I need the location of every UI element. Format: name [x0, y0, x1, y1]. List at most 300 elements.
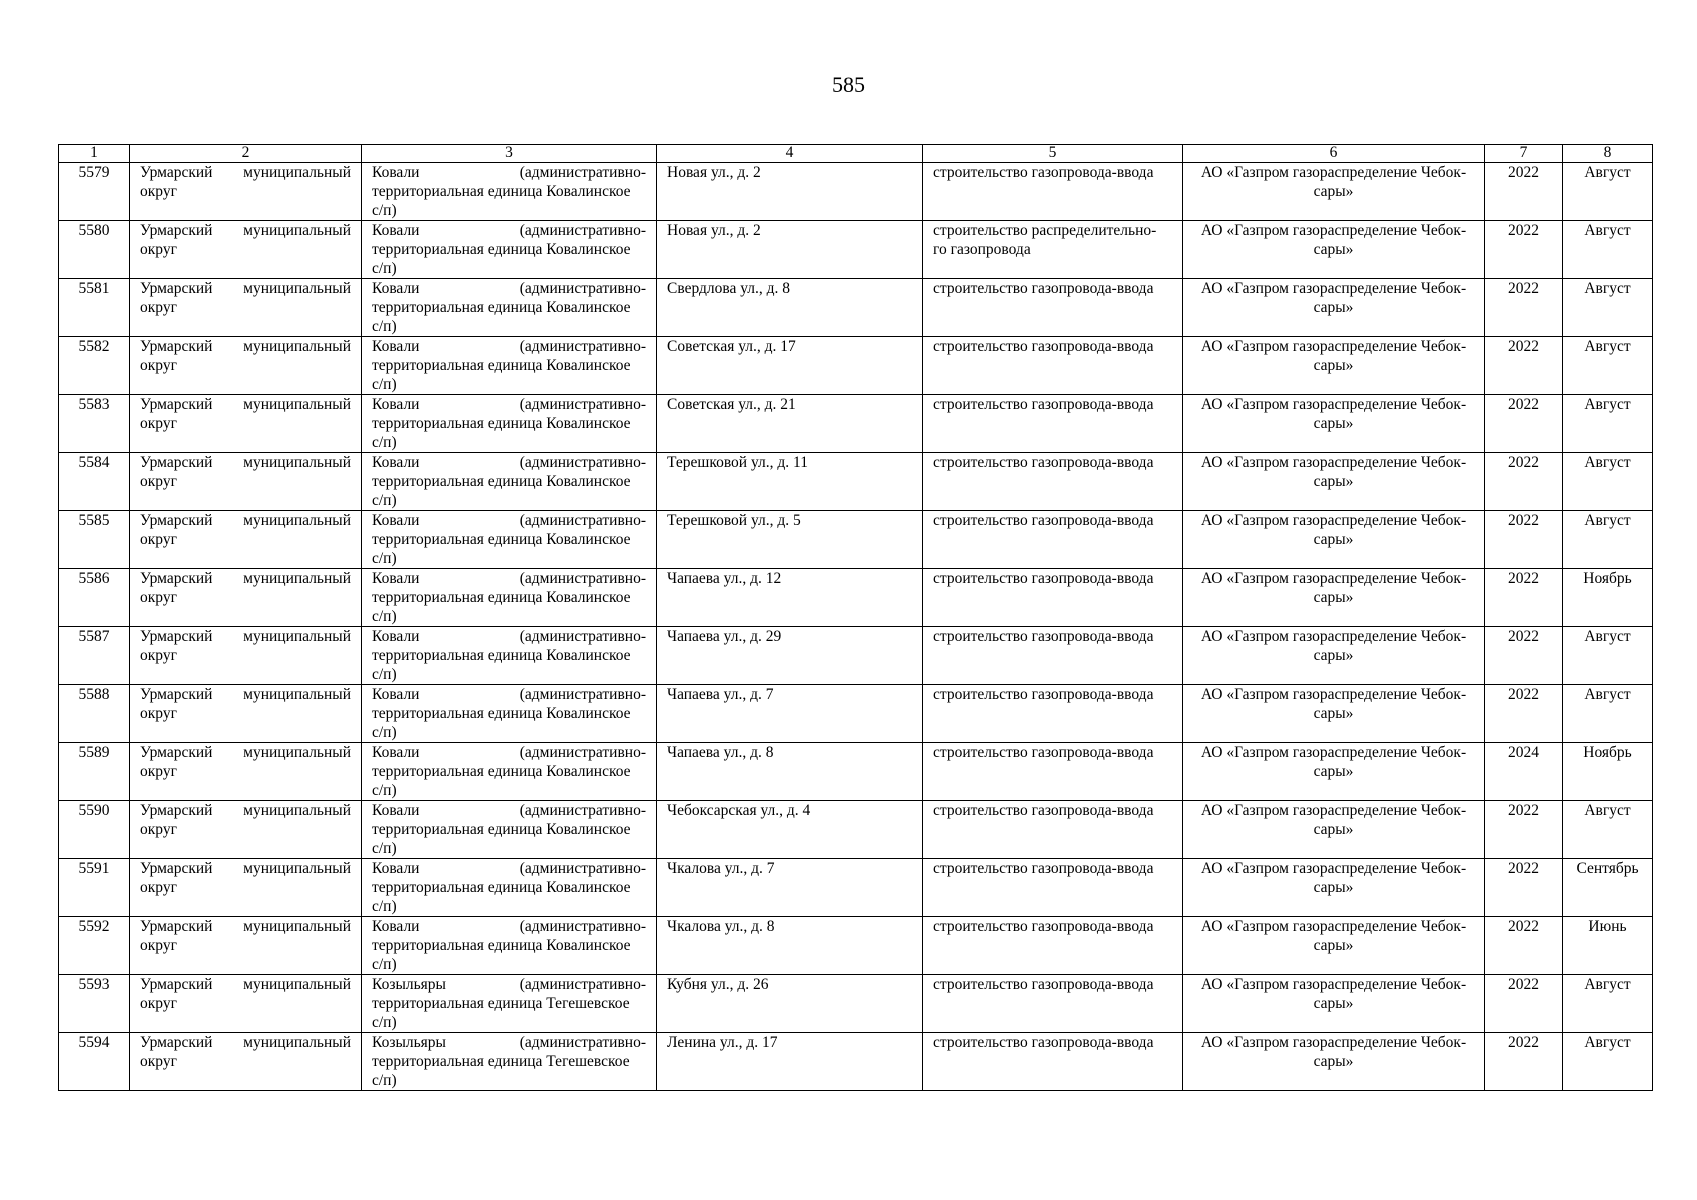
settlement-line [372, 859, 646, 878]
year-cell [1485, 627, 1563, 685]
address-cell [657, 1033, 923, 1091]
table-row [59, 337, 1653, 395]
month-cell [1563, 337, 1653, 395]
month-cell [1563, 685, 1653, 743]
year: 2022 [1508, 860, 1539, 877]
district-word: округ [140, 357, 177, 374]
table-row [59, 163, 1653, 221]
settlement-suffix: с/п) [372, 434, 397, 451]
address-cell [657, 453, 923, 511]
settlement-unit: территориальная единица Ковалинское [372, 531, 631, 548]
settlement-name: Ковали [372, 338, 420, 355]
settlement-type: (административно- [519, 280, 646, 297]
district-line [140, 279, 351, 298]
address-cell [657, 917, 923, 975]
year: 2022 [1508, 454, 1539, 471]
settlement-name: Ковали [372, 396, 420, 413]
year-cell [1485, 685, 1563, 743]
year: 2022 [1508, 570, 1539, 587]
settlement-cell [362, 917, 657, 975]
address-cell [657, 163, 923, 221]
work-type-cell [923, 917, 1183, 975]
settlement-type: (административно- [519, 570, 646, 587]
month-cell [1563, 627, 1653, 685]
row-number-cell [59, 859, 130, 917]
settlement-name: Ковали [372, 454, 420, 471]
district-word: Урмарский [140, 744, 213, 761]
year: 2022 [1508, 976, 1539, 993]
settlement-suffix: с/п) [372, 666, 397, 683]
district-word: Урмарский [140, 396, 213, 413]
work-type-line: строительство газопровода-ввода [933, 976, 1154, 993]
page-number: 585 [832, 72, 865, 97]
work-type-line: строительство газопровода-ввода [933, 628, 1154, 645]
work-type-cell [923, 453, 1183, 511]
settlement-line [372, 279, 646, 298]
row-number: 5580 [78, 222, 110, 239]
month: Ноябрь [1583, 570, 1632, 587]
settlement-type: (административно- [519, 222, 646, 239]
row-number: 5593 [78, 976, 110, 993]
district-line [140, 221, 351, 240]
district-cell [130, 975, 362, 1033]
district-word: муниципальный [243, 222, 351, 239]
row-number-cell [59, 627, 130, 685]
district-word: муниципальный [243, 1034, 351, 1051]
row-number-cell [59, 453, 130, 511]
settlement-suffix: с/п) [372, 260, 397, 277]
district-word: округ [140, 473, 177, 490]
organization-cell [1183, 743, 1485, 801]
district-cell [130, 279, 362, 337]
organization-line: сары» [1313, 183, 1354, 200]
month: Июнь [1588, 918, 1627, 935]
address: Чебоксарская ул., д. 4 [667, 802, 811, 819]
address: Терешковой ул., д. 5 [667, 512, 801, 529]
column-header: 2 [130, 145, 362, 163]
work-type-line: строительство газопровода-ввода [933, 744, 1154, 761]
month-cell [1563, 163, 1653, 221]
address-cell [657, 569, 923, 627]
month: Август [1584, 164, 1631, 181]
district-word: Урмарский [140, 976, 213, 993]
address: Советская ул., д. 17 [667, 338, 796, 355]
address-cell [657, 337, 923, 395]
settlement-unit: территориальная единица Ковалинское [372, 589, 631, 606]
organization-line: АО «Газпром газораспределение Чебок- [1200, 280, 1467, 297]
address-cell [657, 801, 923, 859]
table-row [59, 1033, 1653, 1091]
organization-cell [1183, 453, 1485, 511]
work-type-line: го газопровода [933, 241, 1031, 258]
work-type-line: строительство газопровода-ввода [933, 454, 1154, 471]
district-line [140, 569, 351, 588]
year-cell [1485, 221, 1563, 279]
district-word: муниципальный [243, 280, 351, 297]
settlement-suffix: с/п) [372, 1014, 397, 1031]
district-line [140, 975, 351, 994]
table-row [59, 743, 1653, 801]
organization-line: сары» [1313, 879, 1354, 896]
row-number-cell [59, 279, 130, 337]
row-number: 5582 [78, 338, 110, 355]
district-line [140, 163, 351, 182]
row-number: 5589 [78, 744, 110, 761]
work-type-cell [923, 337, 1183, 395]
address: Кубня ул., д. 26 [667, 976, 769, 993]
settlement-suffix: с/п) [372, 724, 397, 741]
row-number-cell [59, 221, 130, 279]
settlement-line [372, 221, 646, 240]
district-line [140, 511, 351, 530]
settlement-suffix: с/п) [372, 1072, 397, 1089]
work-type-line: строительство газопровода-ввода [933, 512, 1154, 529]
row-number: 5590 [78, 802, 110, 819]
organization-cell [1183, 279, 1485, 337]
month-cell [1563, 453, 1653, 511]
settlement-type: (административно- [519, 918, 646, 935]
district-cell [130, 569, 362, 627]
district-word: Урмарский [140, 338, 213, 355]
settlement-type: (административно- [519, 860, 646, 877]
settlement-unit: территориальная единица Ковалинское [372, 183, 631, 200]
address: Чапаева ул., д. 12 [667, 570, 782, 587]
district-word: муниципальный [243, 686, 351, 703]
work-type-line: строительство газопровода-ввода [933, 860, 1154, 877]
settlement-unit: территориальная единица Ковалинское [372, 241, 631, 258]
address-cell [657, 221, 923, 279]
settlement-suffix: с/п) [372, 898, 397, 915]
table-row [59, 859, 1653, 917]
work-type-line: строительство газопровода-ввода [933, 1034, 1154, 1051]
year: 2022 [1508, 802, 1539, 819]
district-word: округ [140, 299, 177, 316]
organization-line: АО «Газпром газораспределение Чебок- [1200, 1034, 1467, 1051]
settlement-line [372, 163, 646, 182]
district-word: муниципальный [243, 860, 351, 877]
year: 2022 [1508, 686, 1539, 703]
address: Советская ул., д. 21 [667, 396, 796, 413]
settlement-name: Ковали [372, 570, 420, 587]
settlement-line [372, 569, 646, 588]
settlement-type: (административно- [519, 512, 646, 529]
table-row [59, 279, 1653, 337]
organization-line: АО «Газпром газораспределение Чебок- [1200, 628, 1467, 645]
month: Август [1584, 512, 1631, 529]
district-cell [130, 859, 362, 917]
district-word: Урмарский [140, 802, 213, 819]
address-cell [657, 859, 923, 917]
settlement-line [372, 743, 646, 762]
row-number: 5588 [78, 686, 110, 703]
year: 2022 [1508, 396, 1539, 413]
column-header: 7 [1485, 145, 1563, 163]
settlement-cell [362, 743, 657, 801]
work-type-cell [923, 395, 1183, 453]
settlement-unit: территориальная единица Ковалинское [372, 647, 631, 664]
organization-cell [1183, 859, 1485, 917]
district-word: округ [140, 937, 177, 954]
address-cell [657, 743, 923, 801]
work-type-cell [923, 859, 1183, 917]
settlement-line [372, 627, 646, 646]
row-number-cell [59, 337, 130, 395]
work-type-cell [923, 627, 1183, 685]
district-word: муниципальный [243, 570, 351, 587]
row-number: 5584 [78, 454, 110, 471]
address-cell [657, 627, 923, 685]
settlement-name: Ковали [372, 164, 420, 181]
row-number-cell [59, 743, 130, 801]
work-type-cell [923, 569, 1183, 627]
table-row [59, 395, 1653, 453]
settlement-type: (административно- [519, 1034, 646, 1051]
work-type-cell [923, 743, 1183, 801]
organization-line: АО «Газпром газораспределение Чебок- [1200, 860, 1467, 877]
settlement-line [372, 975, 646, 994]
organization-line: сары» [1313, 995, 1354, 1012]
column-header: 6 [1183, 145, 1485, 163]
settlement-unit: территориальная единица Ковалинское [372, 473, 631, 490]
district-word: Урмарский [140, 280, 213, 297]
district-word: округ [140, 415, 177, 432]
settlement-suffix: с/п) [372, 318, 397, 335]
address-cell [657, 279, 923, 337]
work-type-cell [923, 1033, 1183, 1091]
settlement-suffix: с/п) [372, 956, 397, 973]
work-type-cell [923, 279, 1183, 337]
year-cell [1485, 569, 1563, 627]
district-word: округ [140, 647, 177, 664]
district-cell [130, 627, 362, 685]
year: 2022 [1508, 918, 1539, 935]
work-type-cell [923, 511, 1183, 569]
organization-line: сары» [1313, 473, 1354, 490]
row-number-cell [59, 395, 130, 453]
settlement-cell [362, 453, 657, 511]
address: Свердлова ул., д. 8 [667, 280, 791, 297]
table-row [59, 627, 1653, 685]
address: Чапаева ул., д. 7 [667, 686, 774, 703]
settlement-line [372, 801, 646, 820]
settlement-unit: территориальная единица Ковалинское [372, 415, 631, 432]
district-word: муниципальный [243, 164, 351, 181]
work-type-line: строительство газопровода-ввода [933, 338, 1154, 355]
year: 2022 [1508, 338, 1539, 355]
address: Чапаева ул., д. 29 [667, 628, 782, 645]
address-cell [657, 511, 923, 569]
row-number: 5592 [78, 918, 110, 935]
district-line [140, 453, 351, 472]
district-word: округ [140, 879, 177, 896]
row-number: 5579 [78, 164, 110, 181]
settlement-suffix: с/п) [372, 376, 397, 393]
settlement-unit: территориальная единица Ковалинское [372, 879, 631, 896]
district-line [140, 685, 351, 704]
month-cell [1563, 1033, 1653, 1091]
organization-cell [1183, 627, 1485, 685]
row-number: 5585 [78, 512, 110, 529]
column-number-row [59, 145, 1653, 163]
district-word: муниципальный [243, 454, 351, 471]
district-line [140, 859, 351, 878]
district-word: Урмарский [140, 686, 213, 703]
settlement-cell [362, 1033, 657, 1091]
district-line [140, 337, 351, 356]
organization-line: АО «Газпром газораспределение Чебок- [1200, 976, 1467, 993]
month: Август [1584, 686, 1631, 703]
settlement-cell [362, 511, 657, 569]
settlement-name: Ковали [372, 280, 420, 297]
organization-cell [1183, 511, 1485, 569]
row-number: 5586 [78, 570, 110, 587]
row-number-cell [59, 917, 130, 975]
year-cell [1485, 859, 1563, 917]
settlement-suffix: с/п) [372, 550, 397, 567]
settlement-cell [362, 801, 657, 859]
table-row [59, 685, 1653, 743]
district-cell [130, 801, 362, 859]
table-row [59, 917, 1653, 975]
month-cell [1563, 859, 1653, 917]
row-number: 5587 [78, 628, 110, 645]
month: Август [1584, 628, 1631, 645]
district-word: округ [140, 531, 177, 548]
settlement-suffix: с/п) [372, 202, 397, 219]
month: Август [1584, 802, 1631, 819]
row-number-cell [59, 163, 130, 221]
address: Новая ул., д. 2 [667, 222, 761, 239]
organization-cell [1183, 801, 1485, 859]
organization-line: сары» [1313, 589, 1354, 606]
district-word: Урмарский [140, 628, 213, 645]
district-cell [130, 917, 362, 975]
settlement-name: Ковали [372, 918, 420, 935]
work-type-line: строительство газопровода-ввода [933, 280, 1154, 297]
settlement-unit: территориальная единица Ковалинское [372, 299, 631, 316]
district-word: округ [140, 241, 177, 258]
organization-line: сары» [1313, 531, 1354, 548]
work-type-line: строительство газопровода-ввода [933, 802, 1154, 819]
year-cell [1485, 453, 1563, 511]
row-number-cell [59, 975, 130, 1033]
work-type-cell [923, 685, 1183, 743]
settlement-unit: территориальная единица Тегешевское [372, 995, 630, 1012]
settlement-cell [362, 221, 657, 279]
work-type-line: строительство распределительно- [933, 222, 1157, 239]
row-number: 5591 [78, 860, 110, 877]
organization-cell [1183, 221, 1485, 279]
settlement-name: Козыльяры [372, 976, 446, 993]
month: Август [1584, 976, 1631, 993]
year-cell [1485, 279, 1563, 337]
work-type-line: строительство газопровода-ввода [933, 686, 1154, 703]
year-cell [1485, 395, 1563, 453]
column-header: 4 [657, 145, 923, 163]
district-word: муниципальный [243, 976, 351, 993]
settlement-name: Ковали [372, 686, 420, 703]
settlement-suffix: с/п) [372, 782, 397, 799]
month: Август [1584, 396, 1631, 413]
year-cell [1485, 743, 1563, 801]
year-cell [1485, 511, 1563, 569]
year: 2022 [1508, 628, 1539, 645]
year: 2022 [1508, 164, 1539, 181]
data-table [58, 144, 1653, 1091]
address: Новая ул., д. 2 [667, 164, 761, 181]
column-header: 1 [59, 145, 130, 163]
district-word: Урмарский [140, 164, 213, 181]
settlement-cell [362, 337, 657, 395]
row-number-cell [59, 511, 130, 569]
organization-cell [1183, 1033, 1485, 1091]
organization-line: АО «Газпром газораспределение Чебок- [1200, 338, 1467, 355]
address: Чкалова ул., д. 8 [667, 918, 775, 935]
district-word: Урмарский [140, 1034, 213, 1051]
organization-line: сары» [1313, 647, 1354, 664]
address: Ленина ул., д. 17 [667, 1034, 778, 1051]
organization-cell [1183, 163, 1485, 221]
year-cell [1485, 801, 1563, 859]
district-word: Урмарский [140, 570, 213, 587]
organization-cell [1183, 975, 1485, 1033]
month-cell [1563, 221, 1653, 279]
year-cell [1485, 975, 1563, 1033]
organization-line: сары» [1313, 821, 1354, 838]
settlement-cell [362, 279, 657, 337]
year: 2022 [1508, 280, 1539, 297]
district-cell [130, 511, 362, 569]
work-type-line: строительство газопровода-ввода [933, 396, 1154, 413]
settlement-name: Ковали [372, 628, 420, 645]
settlement-name: Ковали [372, 512, 420, 529]
column-header: 8 [1563, 145, 1653, 163]
organization-line: сары» [1313, 937, 1354, 954]
column-header: 3 [362, 145, 657, 163]
address: Чапаева ул., д. 8 [667, 744, 774, 761]
work-type-cell [923, 221, 1183, 279]
table-row [59, 511, 1653, 569]
district-cell [130, 685, 362, 743]
settlement-line [372, 453, 646, 472]
work-type-cell [923, 801, 1183, 859]
district-word: округ [140, 821, 177, 838]
organization-line: сары» [1313, 705, 1354, 722]
organization-line: сары» [1313, 241, 1354, 258]
settlement-name: Ковали [372, 744, 420, 761]
settlement-type: (административно- [519, 976, 646, 993]
settlement-unit: территориальная единица Ковалинское [372, 705, 631, 722]
organization-line: АО «Газпром газораспределение Чебок- [1200, 396, 1467, 413]
district-word: Урмарский [140, 222, 213, 239]
organization-line: АО «Газпром газораспределение Чебок- [1200, 744, 1467, 761]
settlement-suffix: с/п) [372, 840, 397, 857]
settlement-type: (административно- [519, 744, 646, 761]
district-line [140, 801, 351, 820]
settlement-cell [362, 627, 657, 685]
district-word: округ [140, 1053, 177, 1070]
address-cell [657, 395, 923, 453]
district-line [140, 1033, 351, 1052]
organization-line: АО «Газпром газораспределение Чебок- [1200, 570, 1467, 587]
month-cell [1563, 511, 1653, 569]
settlement-line [372, 511, 646, 530]
district-word: округ [140, 183, 177, 200]
work-type-line: строительство газопровода-ввода [933, 918, 1154, 935]
year: 2022 [1508, 222, 1539, 239]
settlement-cell [362, 395, 657, 453]
settlement-type: (административно- [519, 396, 646, 413]
